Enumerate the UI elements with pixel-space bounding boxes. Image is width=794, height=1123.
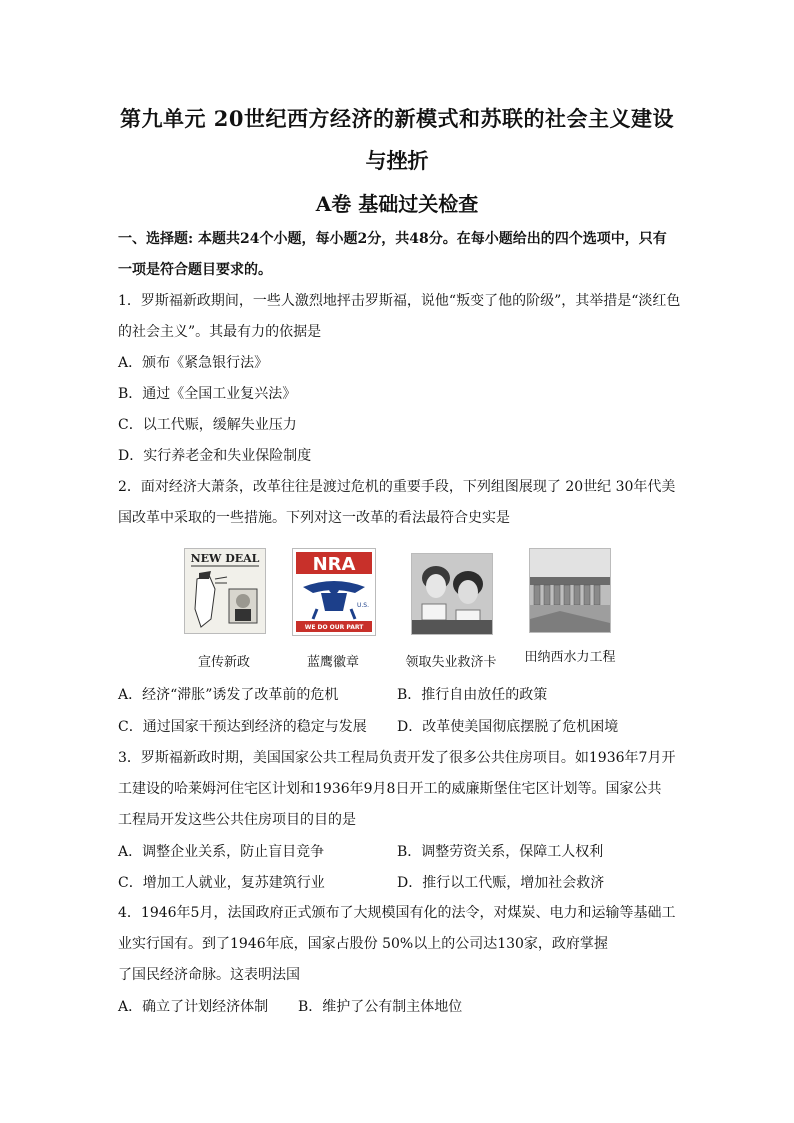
tva-dam-photo [529,548,611,633]
nra-blue-eagle-image [292,548,376,636]
question-2-option-a: A．经济“滞胀”诱发了改革前的危机 [118,687,339,703]
question-3-option-d: D．推行以工代赈，增加社会救济 [397,875,605,891]
question-2-option-c: C．通过国家干预达到经济的稳定与发展 [118,719,367,735]
question-3-option-a: A．调整企业关系，防止盲目竞争 [118,844,325,860]
question-4-stem-end: 了国民经济命脉。这表明法国 [118,967,300,983]
nra-text: NRA [312,554,356,575]
question-2-option-d: D．改革使美国彻底摆脱了危机困境 [397,719,619,735]
caption-new-deal: 宣传新政 [197,655,250,670]
document-subtitle: A卷 基础过关检查 [315,192,479,216]
question-1-stem: 1．罗斯福新政期间，一些人激烈地抨击罗斯福，说他“叛变了他的阶级”，其举措是“淡红色 [118,293,681,309]
caption-tva: 田纳西水力工程 [524,650,616,665]
caption-blue-eagle: 蓝鹰徽章 [306,655,359,670]
question-3-option-b: B．调整劳资关系，保障工人权利 [397,844,604,860]
caption-unemployment-card: 领取失业救济卡 [405,655,497,670]
question-1-option-c: C．以工代赈，缓解失业压力 [118,417,297,433]
question-4-option-a: A．确立了计划经济体制 [118,999,269,1015]
we-do-our-part-text: WE DO OUR PART [304,624,364,631]
question-4-option-b: B．维护了公有制主体地位 [298,999,463,1015]
question-1-stem-continued: 的社会主义”。其最有力的依据是 [118,324,322,340]
question-2-option-b: B．推行自由放任的政策 [397,687,548,703]
question-3-option-c: C．增加工人就业，复苏建筑行业 [118,875,325,891]
question-2-stem: 2．面对经济大萧条，改革往往是渡过危机的重要手段，下列组图展现了 20世纪 30年代美 [118,479,676,495]
new-deal-poster-image [184,548,266,634]
question-1-option-b: B．通过《全国工业复兴法》 [118,386,297,402]
document-title: 第九单元 20世纪西方经济的新模式和苏联的社会主义建设 [119,106,675,131]
section-instructions-continued: 一项是符合题目要求的。 [118,262,272,278]
question-3-stem: 3．罗斯福新政时期，美国国家公共工程局负责开发了很多公共住房项目。如1936年7月开 [118,750,676,766]
question-2-stem-continued: 国改革中采取的一些措施。下列对这一改革的看法最符合史实是 [118,510,510,526]
question-1-option-a: A．颁布《紧急银行法》 [118,355,269,371]
unemployment-card-photo [411,553,493,635]
question-4-stem: 4．1946年5月，法国政府正式颁布了大规模国有化的法令，对煤炭、电力和运输等基础工 [118,905,676,921]
question-1-option-d: D．实行养老金和失业保险制度 [118,448,312,464]
document-title-continued: 与挫折 [365,148,429,173]
question-4-stem-continued: 业实行国有。到了1946年底，国家占股份 50%以上的公司达130家，政府掌握 [118,936,608,952]
question-3-stem-end: 工程局开发这些公共住房项目的目的是 [118,812,356,828]
new-deal-poster-text: NEW DEAL [190,552,260,565]
us-text: U.S. [357,602,370,609]
section-instructions: 一、选择题: 本题共24个小题，每小题2分，共48分。在每小题给出的四个选项中，只有 [118,231,667,247]
question-3-stem-continued: 工建设的哈莱姆河住宅区计划和1936年9月8日开工的威廉斯堡住宅区计划等。国家公共 [118,781,662,797]
